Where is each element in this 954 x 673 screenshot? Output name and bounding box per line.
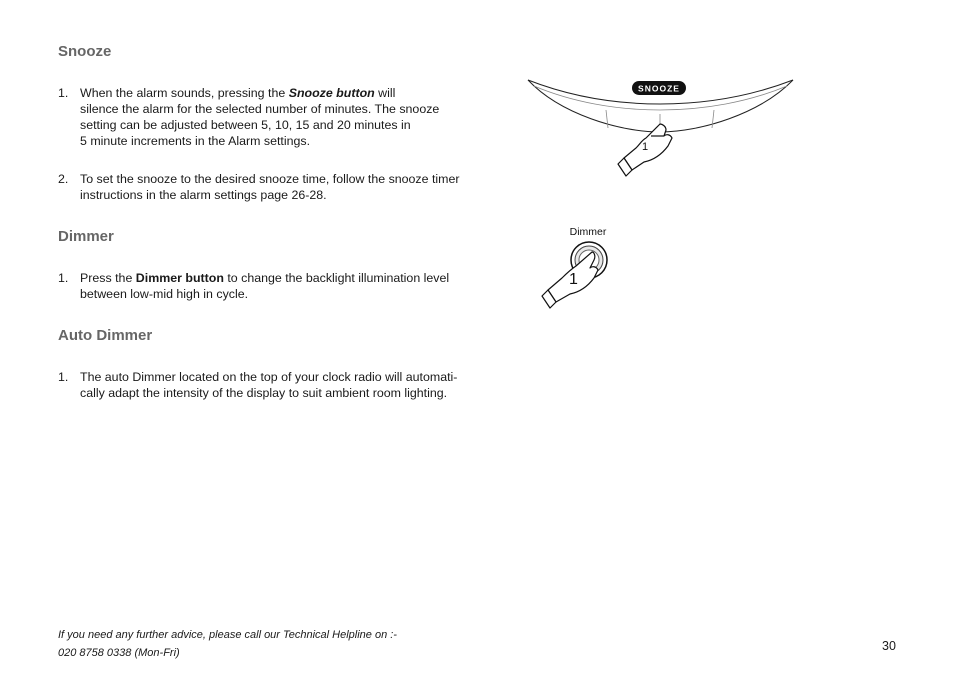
snooze-button-term: Snooze button: [288, 86, 375, 100]
dimmer-button-term: Dimmer button: [135, 271, 224, 285]
text-fragment: to change the backlight illumination level: [223, 271, 450, 285]
text-line: To set the snooze to the desired snooze time, follow the snooze timer: [80, 172, 460, 186]
dimmer-instruction-1: [58, 270, 478, 302]
text-line: setting can be adjusted between 5, 10, 15 and 20 minutes in: [80, 118, 411, 132]
auto-dimmer-heading: Auto Dimmer: [58, 327, 153, 344]
text-line: instructions in the alarm settings page 26-28.: [80, 188, 327, 202]
dimmer-label: Dimmer: [569, 226, 607, 238]
helpline-text: If you need any further advice, please call our Technical Helpline on :-: [58, 629, 397, 641]
text-fragment: Press the: [80, 271, 136, 285]
snooze-heading: Snooze: [58, 43, 112, 60]
snooze-instruction-1: [58, 85, 478, 149]
text-fragment: When the alarm sounds, pressing the: [80, 86, 289, 100]
list-number: 2.: [58, 172, 69, 186]
text-line: 5 minute increments in the Alarm settings.: [80, 134, 311, 148]
text-line: between low-mid high in cycle.: [80, 287, 249, 301]
page-number: 30: [882, 639, 896, 653]
snooze-bar-illustration: [520, 74, 800, 184]
text-line: The auto Dimmer located on the top of your clock radio will automati-: [80, 370, 458, 384]
text-line: silence the alarm for the selected number of minutes. The snooze: [80, 102, 440, 116]
list-number: 1.: [58, 271, 69, 285]
dimmer-heading: Dimmer: [58, 228, 114, 245]
auto-dimmer-instruction-1: [58, 369, 478, 401]
dimmer-step-number: 1: [569, 271, 578, 288]
snooze-label-text: SNOOZE: [638, 83, 680, 94]
snooze-instruction-2: [58, 171, 478, 203]
snooze-step-number: 1: [642, 141, 649, 153]
list-number: 1.: [58, 370, 69, 384]
list-number: 1.: [58, 86, 69, 100]
text-line: cally adapt the intensity of the display to suit ambient room lighting.: [80, 386, 448, 400]
helpline-number: 020 8758 0338 (Mon-Fri): [58, 647, 180, 659]
dimmer-button-illustration: [536, 222, 626, 314]
text-fragment: will: [374, 86, 396, 100]
